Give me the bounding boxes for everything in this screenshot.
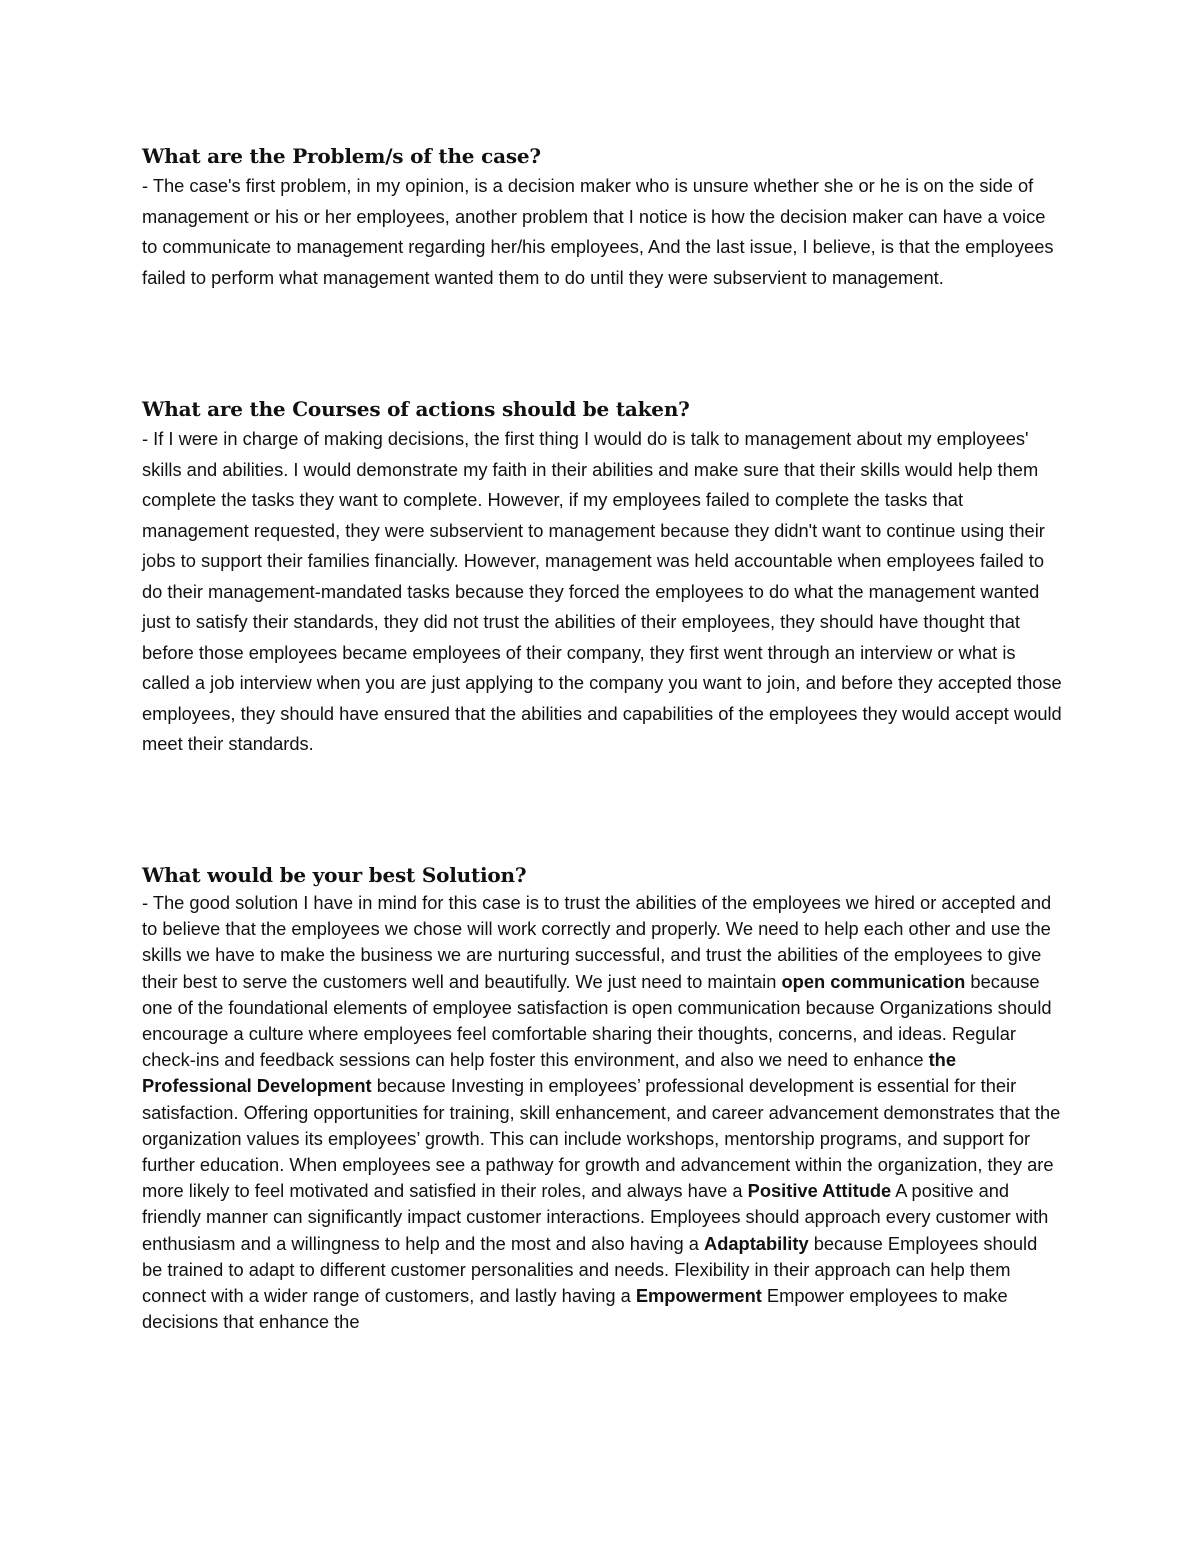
courses-of-action-section [142,396,1062,760]
solution-text: Empower employees to make decisions that enhance the [142,1285,1008,1333]
adaptability-term: Adaptability [704,1232,809,1254]
solution-text: because Employees should be trained to adapt to different customer personalities and needs. Flexibility in their approach can help them connect with a wider range of customers, and lastly having a [142,1232,1038,1307]
best-solution-section [142,862,1062,1335]
best-solution-heading: What would be your best Solution? [142,863,527,887]
problem-section [142,143,1062,293]
problem-heading: What are the Problem/s of the case? [142,144,541,168]
solution-text: - The good solution I have in mind for this case is to trust the abilities of the employees we hired or accepted and to believe that the employees we chose will work correctly and properly. We need to help each other and use the skills we have to make the business we are nurturing successful, and trust the abilities of the employees to give their best to serve the customers well and beautifully. We just need to maintain [142,892,1052,992]
solution-text: because Investing in employees’ professional development is essential for their satisfaction. Offering opportunities for training, skill enhancement, and career advancement demonstrates that the organization values its employees’ growth. This can include workshops, mentorship programs, and support for further education. When employees see a pathway for growth and advancement within the organization, they are more likely to feel motivated and satisfied in their roles, and always have a [142,1075,1061,1202]
open-communication-term: open communication [781,970,966,992]
courses-of-action-heading: What are the Courses of actions should be taken? [142,397,690,421]
professional-development-term: the Professional Development [142,1049,956,1097]
empowerment-term: Empowerment [635,1285,762,1307]
solution-text: A positive and friendly manner can significantly impact customer interactions. Employees should approach every customer with enthusiasm and a willingness to help and the most and also having a [142,1180,1049,1254]
positive-attitude-term: Positive Attitude [747,1180,892,1202]
courses-of-action-answer: - If I were in charge of making decisions, the first thing I would do is talk to management about my employees' skills and abilities. I would demonstrate my faith in their abilities and make sure that their skills would help them complete the tasks they want to complete. However, if my employees failed to complete the tasks that management requested, they were subservient to management because they didn't want to continue using their jobs to support their families financially. However, management was held accountable when employees failed to do their management-mandated tasks because they forced the employees to do what the management wanted just to satisfy their standards, they did not trust the abilities of their employees, they should have thought that before those employees became employees of their company, they first went through an interview or what is called a job interview when you are just applying to the company you want to join, and before they accepted those employees, they should have ensured that the abilities and capabilities of the employees they would accept would meet their standards. [142,428,1062,754]
problem-answer: - The case's first problem, in my opinion, is a decision maker who is unsure whether she or he is on the side of management or his or her employees, another problem that I notice is how the decision maker can have a voice to communicate to management regarding her/his employees, And the last issue, I believe, is that the employees failed to perform what management wanted them to do until they were subservient to management. [142,175,1054,288]
solution-text: because one of the foundational elements of employee satisfaction is open communication because Organizations should encourage a culture where employees feel comfortable sharing their thoughts, concerns, and ideas. Regular check-ins and feedback sessions can help foster this environment, and also we need to enhance [142,970,1052,1071]
best-solution-answer [142,890,1062,1335]
